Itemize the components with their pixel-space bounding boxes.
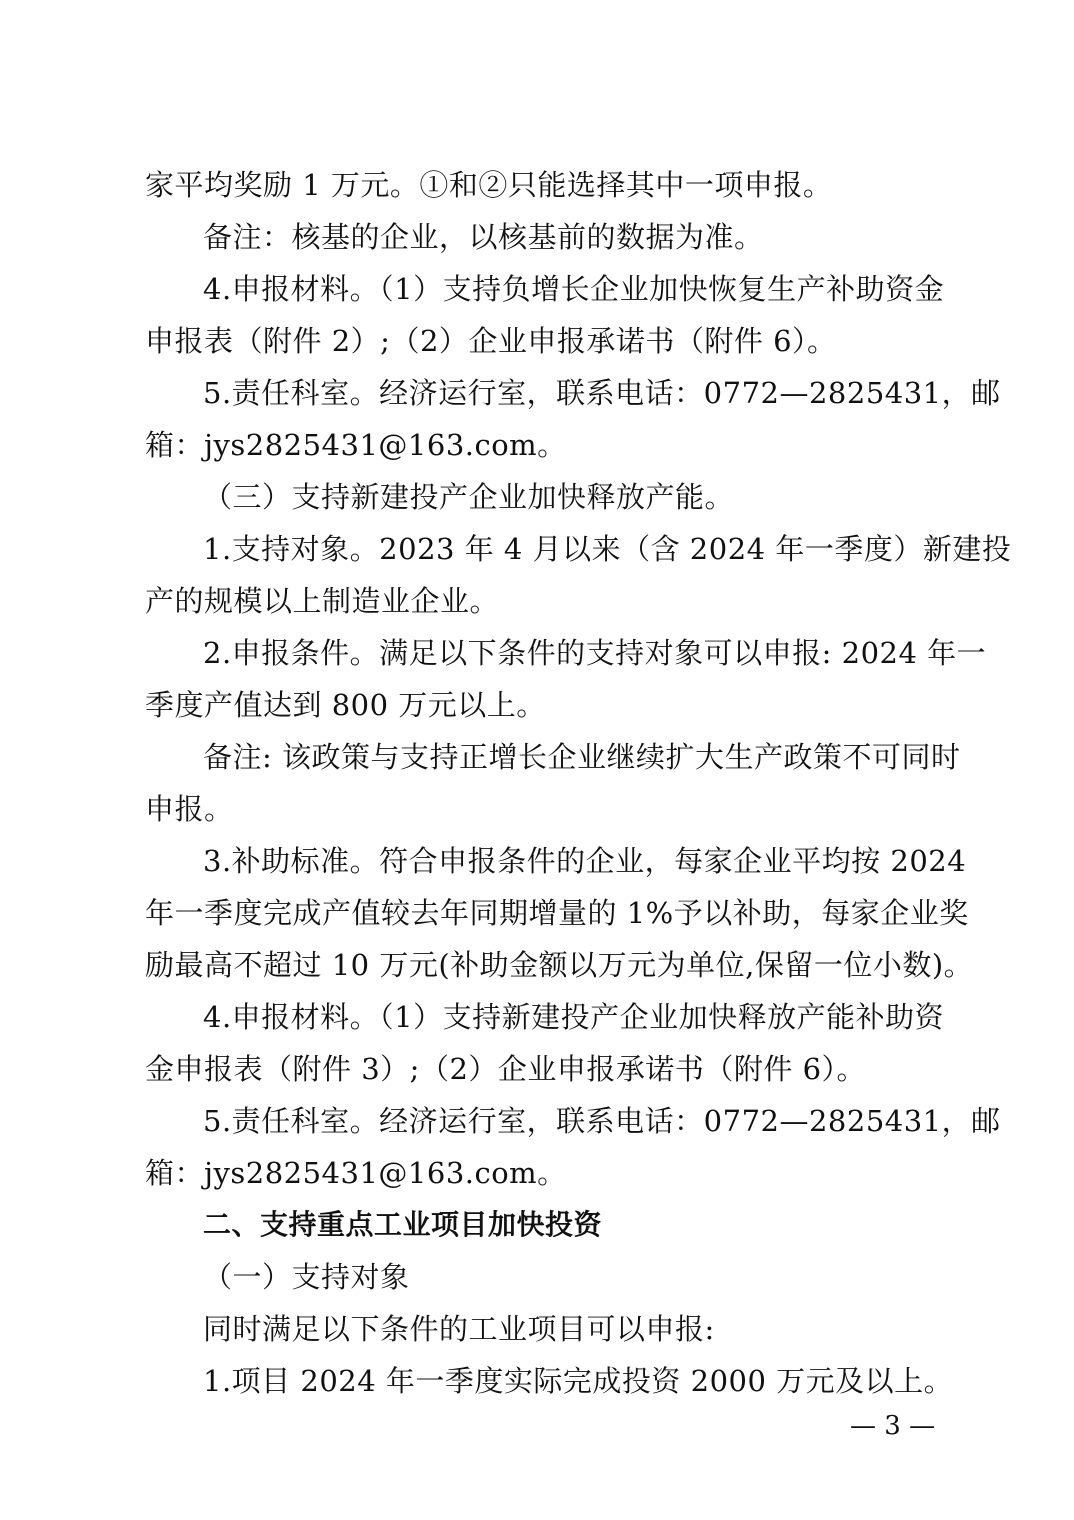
paragraph-line: 4.申报材料。（1）支持负增长企业加快恢复生产补助资金: [203, 272, 945, 306]
paragraph-line: 5.责任科室。经济运行室，联系电话：0772—2825431，邮: [203, 1104, 1001, 1138]
section-subheading: （三）支持新建投产企业加快释放产能。: [203, 480, 735, 514]
paragraph-line: 2.申报条件。满足以下条件的支持对象可以申报: 2024 年一: [203, 636, 987, 670]
page-number: — 3 —: [850, 1411, 936, 1441]
paragraph-line: 年一季度完成产值较去年同期增量的 1%予以补助，每家企业奖: [145, 896, 969, 930]
paragraph-line: 3.补助标准。符合申报条件的企业，每家企业平均按 2024: [203, 844, 967, 878]
paragraph-line: 备注: 该政策与支持正增长企业继续扩大生产政策不可同时: [203, 740, 961, 774]
paragraph-line: 金申报表（附件 3）;（2）企业申报承诺书（附件 6）。: [145, 1052, 867, 1086]
paragraph-line: 同时满足以下条件的工业项目可以申报:: [203, 1312, 715, 1346]
paragraph-line: 箱：jys2825431@163.com。: [145, 428, 567, 462]
paragraph-line: 家平均奖励 1 万元。①和②只能选择其中一项申报。: [145, 168, 833, 202]
paragraph-line: 申报表（附件 2）;（2）企业申报承诺书（附件 6）。: [145, 324, 837, 358]
paragraph-line: 1.支持对象。2023 年 4 月以来（含 2024 年一季度）新建投: [203, 532, 1012, 566]
paragraph-line: 5.责任科室。经济运行室，联系电话：0772—2825431，邮: [203, 376, 1001, 410]
paragraph-line: 产的规模以上制造业企业。: [145, 584, 500, 618]
paragraph-line: 备注：核基的企业，以核基前的数据为准。: [203, 220, 764, 254]
paragraph-line: 箱：jys2825431@163.com。: [145, 1156, 567, 1190]
paragraph-line: 励最高不超过 10 万元(补助金额以万元为单位,保留一位小数)。: [145, 948, 974, 982]
section-subheading: （一）支持对象: [203, 1260, 410, 1294]
paragraph-line: 1.项目 2024 年一季度实际完成投资 2000 万元及以上。: [203, 1364, 954, 1398]
paragraph-line: 申报。: [145, 792, 234, 826]
section-heading: 二、支持重点工业项目加快投资: [203, 1208, 603, 1241]
paragraph-line: 季度产值达到 800 万元以上。: [145, 688, 546, 722]
paragraph-line: 4.申报材料。（1）支持新建投产企业加快释放产能补助资: [203, 1000, 945, 1034]
